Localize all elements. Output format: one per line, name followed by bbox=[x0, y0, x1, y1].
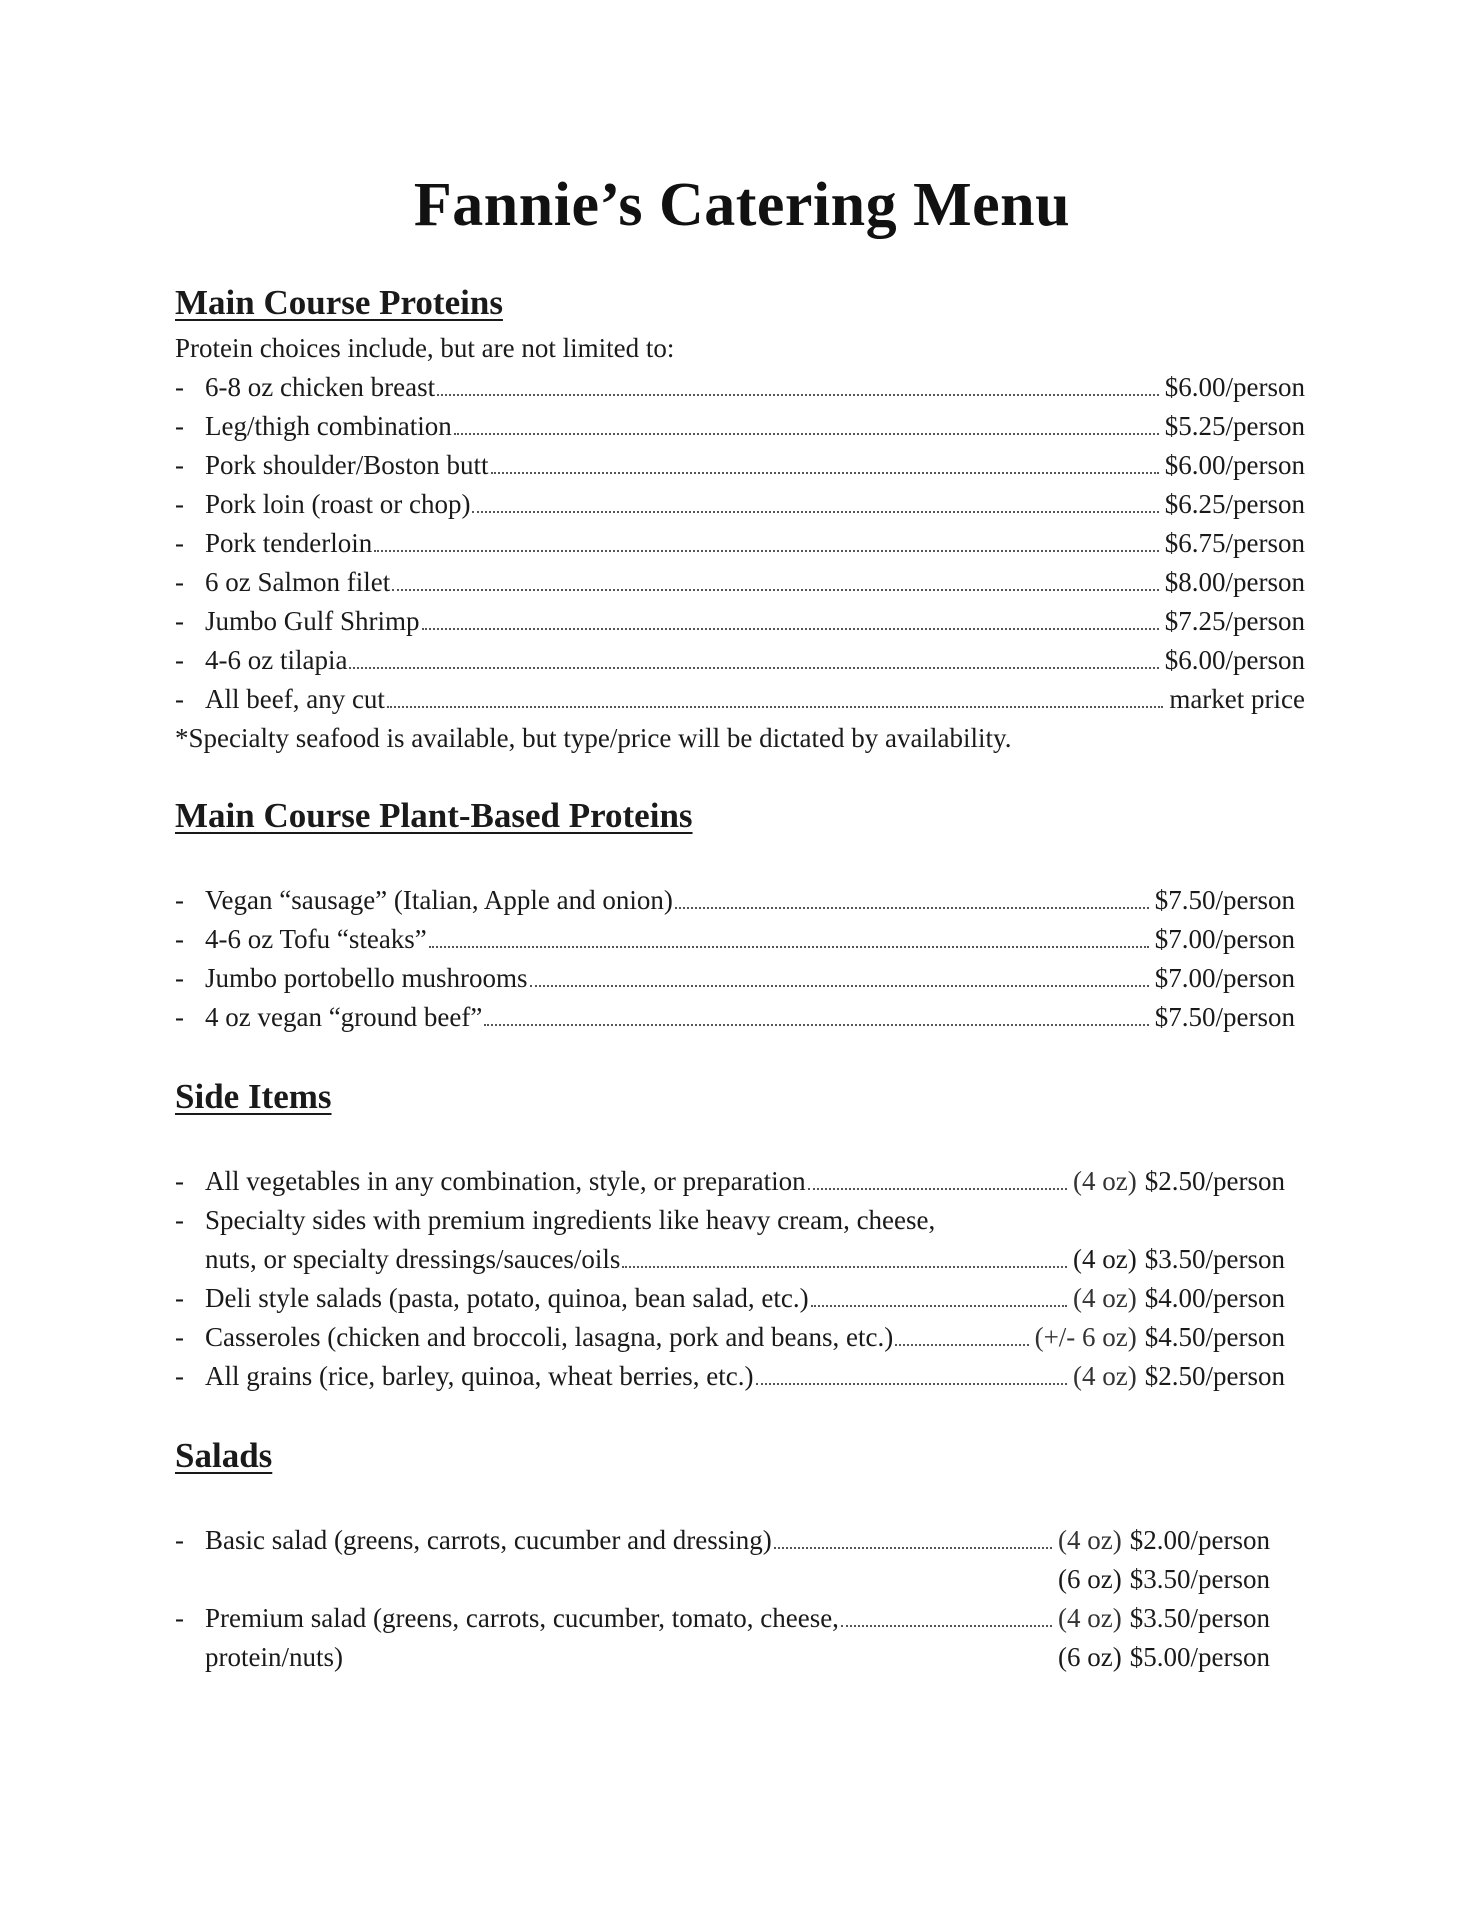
menu-item bbox=[175, 998, 1295, 1037]
dot-leader bbox=[422, 627, 1159, 630]
bullet: - bbox=[175, 1361, 184, 1391]
item-name: 6-8 oz chicken breast bbox=[205, 372, 436, 402]
item-price: $4.50/person bbox=[1144, 1322, 1285, 1352]
section-note: *Specialty seafood is available, but type/price will be dictated by availability. bbox=[175, 723, 1012, 753]
bullet: - bbox=[175, 606, 184, 636]
section-heading: Main Course Proteins bbox=[175, 283, 503, 322]
item-name: Jumbo portobello mushrooms bbox=[205, 963, 528, 993]
menu-item-continued bbox=[175, 1240, 1285, 1279]
menu-item bbox=[175, 1201, 1285, 1240]
item-portion: (4 oz) bbox=[1058, 1603, 1122, 1633]
menu-item bbox=[175, 407, 1305, 446]
item-price: $8.00/person bbox=[1164, 567, 1305, 597]
item-name: Basic salad (greens, carrots, cucumber and dressing) bbox=[205, 1525, 772, 1555]
bullet: - bbox=[175, 1002, 184, 1032]
item-name: Casseroles (chicken and broccoli, lasagna, pork and beans, etc.) bbox=[205, 1322, 894, 1352]
dot-leader bbox=[841, 1624, 1052, 1627]
item-name: Pork loin (roast or chop) bbox=[205, 489, 471, 519]
menu-item bbox=[175, 959, 1295, 998]
item-price: $2.00/person bbox=[1129, 1525, 1270, 1555]
item-price: $2.50/person bbox=[1144, 1166, 1285, 1196]
menu-item bbox=[175, 1318, 1285, 1357]
menu-item bbox=[175, 1357, 1285, 1396]
dot-leader bbox=[530, 984, 1149, 987]
menu-item bbox=[175, 563, 1305, 602]
item-name: 4-6 oz tilapia bbox=[205, 645, 348, 675]
section-heading: Main Course Plant-Based Proteins bbox=[175, 796, 693, 835]
menu-item bbox=[175, 641, 1305, 680]
item-price: $5.25/person bbox=[1164, 411, 1305, 441]
dot-leader bbox=[392, 588, 1159, 591]
bullet: - bbox=[175, 1322, 184, 1352]
item-portion: (4 oz) bbox=[1073, 1361, 1137, 1391]
item-price: $2.50/person bbox=[1144, 1361, 1285, 1391]
bullet: - bbox=[175, 963, 184, 993]
bullet: - bbox=[175, 1525, 184, 1555]
menu-item bbox=[175, 368, 1305, 407]
item-name: Pork shoulder/Boston butt bbox=[205, 450, 489, 480]
dot-leader bbox=[895, 1343, 1028, 1346]
item-portion: (4 oz) bbox=[1073, 1244, 1137, 1274]
menu-item bbox=[175, 680, 1305, 719]
item-price: $7.50/person bbox=[1154, 885, 1295, 915]
item-portion: (4 oz) bbox=[1073, 1283, 1137, 1313]
section-proteins bbox=[175, 277, 1305, 758]
menu-item bbox=[175, 485, 1305, 524]
menu-item bbox=[175, 881, 1295, 920]
item-price: market price bbox=[1169, 684, 1305, 714]
dot-leader bbox=[437, 393, 1159, 396]
dot-leader bbox=[756, 1382, 1068, 1385]
bullet: - bbox=[175, 528, 184, 558]
bullet: - bbox=[175, 567, 184, 597]
menu-item bbox=[175, 1162, 1285, 1201]
item-price: $3.50/person bbox=[1144, 1244, 1285, 1274]
bullet: - bbox=[175, 924, 184, 954]
item-name: Specialty sides with premium ingredients like heavy cream, cheese, bbox=[205, 1205, 936, 1235]
item-name-continued: nuts, or specialty dressings/sauces/oils bbox=[205, 1244, 621, 1274]
item-price: $3.50/person bbox=[1129, 1564, 1270, 1594]
bullet: - bbox=[175, 1205, 184, 1235]
bullet: - bbox=[175, 885, 184, 915]
item-portion: (4 oz) bbox=[1058, 1525, 1122, 1555]
dot-leader bbox=[429, 945, 1149, 948]
dot-leader bbox=[484, 1023, 1148, 1026]
item-name: 6 oz Salmon filet bbox=[205, 567, 391, 597]
menu-item bbox=[175, 1279, 1285, 1318]
item-name: All grains (rice, barley, quinoa, wheat berries, etc.) bbox=[205, 1361, 754, 1391]
bullet: - bbox=[175, 411, 184, 441]
dot-leader bbox=[808, 1187, 1067, 1190]
page-title: Fannie’s Catering Menu bbox=[413, 171, 1071, 239]
bullet: - bbox=[175, 489, 184, 519]
item-name: All beef, any cut bbox=[205, 684, 385, 714]
dot-leader bbox=[387, 705, 1163, 708]
dot-leader bbox=[374, 549, 1159, 552]
item-price: $7.25/person bbox=[1164, 606, 1305, 636]
dot-leader bbox=[472, 510, 1158, 513]
item-price: $6.00/person bbox=[1164, 372, 1305, 402]
menu-item bbox=[175, 602, 1305, 641]
bullet: - bbox=[175, 450, 184, 480]
bullet: - bbox=[175, 1283, 184, 1313]
bullet: - bbox=[175, 684, 184, 714]
section-heading: Salads bbox=[175, 1436, 273, 1475]
bullet: - bbox=[175, 645, 184, 675]
menu-item-continued bbox=[175, 1560, 1270, 1599]
item-price: $6.25/person bbox=[1164, 489, 1305, 519]
menu-item bbox=[175, 524, 1305, 563]
item-price: $6.75/person bbox=[1164, 528, 1305, 558]
bullet: - bbox=[175, 1603, 184, 1633]
item-name: 4 oz vegan “ground beef” bbox=[205, 1002, 483, 1032]
dot-leader bbox=[349, 666, 1158, 669]
item-name: Premium salad (greens, carrots, cucumber, tomato, cheese, bbox=[205, 1603, 839, 1633]
item-portion: (6 oz) bbox=[1058, 1564, 1122, 1594]
menu-item bbox=[175, 1521, 1270, 1560]
item-portion: (+/- 6 oz) bbox=[1034, 1322, 1137, 1352]
dot-leader bbox=[454, 432, 1159, 435]
item-price: $5.00/person bbox=[1129, 1642, 1270, 1672]
item-name: Deli style salads (pasta, potato, quinoa, bean salad, etc.) bbox=[205, 1283, 809, 1313]
item-price: $6.00/person bbox=[1164, 450, 1305, 480]
section-plant-proteins bbox=[175, 790, 1295, 1037]
menu-item bbox=[175, 1599, 1270, 1638]
item-price: $7.50/person bbox=[1154, 1002, 1295, 1032]
item-name: 4-6 oz Tofu “steaks” bbox=[205, 924, 427, 954]
item-portion: (6 oz) bbox=[1058, 1642, 1122, 1672]
section-salads bbox=[175, 1430, 1270, 1677]
dot-leader bbox=[774, 1546, 1052, 1549]
section-heading: Side Items bbox=[175, 1077, 332, 1116]
bullet: - bbox=[175, 1166, 184, 1196]
item-name-continued: protein/nuts) bbox=[205, 1642, 343, 1672]
section-side-items bbox=[175, 1071, 1285, 1396]
item-name: All vegetables in any combination, style, or preparation bbox=[205, 1166, 806, 1196]
item-price: $6.00/person bbox=[1164, 645, 1305, 675]
section-intro: Protein choices include, but are not limited to: bbox=[175, 333, 675, 363]
item-price: $4.00/person bbox=[1144, 1283, 1285, 1313]
item-portion: (4 oz) bbox=[1073, 1166, 1137, 1196]
menu-item bbox=[175, 446, 1305, 485]
menu-item-continued bbox=[175, 1638, 1270, 1677]
dot-leader bbox=[622, 1265, 1067, 1268]
item-name: Pork tenderloin bbox=[205, 528, 373, 558]
item-name: Jumbo Gulf Shrimp bbox=[205, 606, 420, 636]
item-price: $7.00/person bbox=[1154, 963, 1295, 993]
item-price: $3.50/person bbox=[1129, 1603, 1270, 1633]
item-name: Leg/thigh combination bbox=[205, 411, 452, 441]
bullet: - bbox=[175, 372, 184, 402]
dot-leader bbox=[811, 1304, 1067, 1307]
item-name: Vegan “sausage” (Italian, Apple and onion) bbox=[205, 885, 673, 915]
dot-leader bbox=[491, 471, 1159, 474]
menu-item bbox=[175, 920, 1295, 959]
dot-leader bbox=[675, 906, 1149, 909]
item-price: $7.00/person bbox=[1154, 924, 1295, 954]
